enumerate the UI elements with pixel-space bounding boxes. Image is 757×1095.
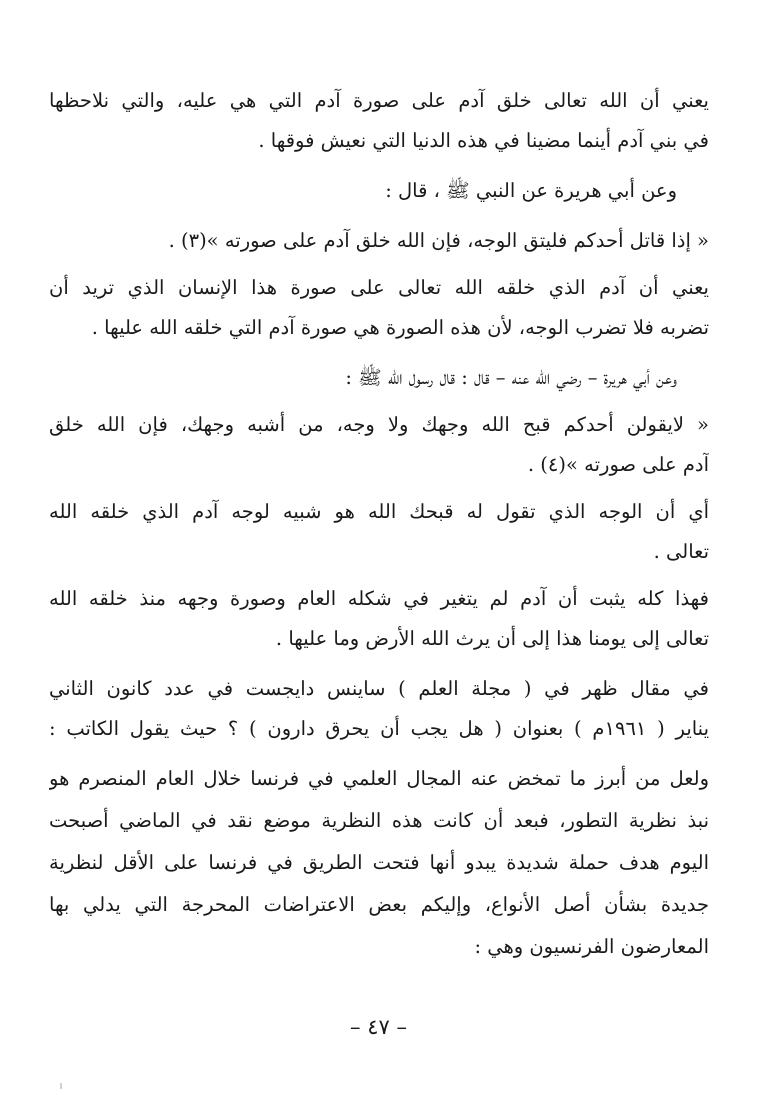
text-line: في مقال ظهر في ( مجلة العلم ) ساينس دايجست في عدد كانون الثاني — [49, 677, 709, 700]
text-line: تضربه فلا تضرب الوجه، لأن هذه الصورة هي صورة آدم التي خلقه الله عليها . — [91, 316, 709, 339]
text-line: في بني آدم أينما مضينا في هذه الدنيا التي نعيش فوقها . — [258, 129, 709, 152]
scan-mark — [60, 1083, 62, 1089]
text-line: « إذا قاتل أحدكم فليتق الوجه، فإن الله خلق آدم على صورته »(٣) . — [168, 229, 709, 252]
text-line: أي أن الوجه الذي تقول له قبحك الله هو شبيه لوجه آدم الذي خلقه الله — [49, 500, 709, 523]
text-line: المعارضون الفرنسيون وهي : — [474, 935, 709, 958]
text-line: وعن أبي هريرة – رضي الله عنه – قال : قال رسول الله ﷺ : — [345, 366, 677, 389]
text-line: وعن أبي هريرة عن النبي ﷺ ، قال : — [385, 179, 677, 202]
text-line: تعالى إلى يومنا هذا إلى أن يرث الله الأرض وما عليها . — [275, 627, 709, 650]
text-line: جديدة بشأن أصل الأنواع، وإليكم بعض الاعتراضات المحرجة التي يدلي بها — [49, 893, 709, 916]
text-line: فهذا كله يثبت أن آدم لم يتغير في شكله العام وصورة وجهه منذ خلقه الله — [49, 587, 709, 610]
text-line: تعالى . — [653, 540, 709, 563]
page-number: – ٤٧ – — [350, 1015, 407, 1039]
text-line: يناير ( ١٩٦١م ) بعنوان ( هل يجب أن يحرق دارون ) ؟ حيث يقول الكاتب : — [49, 717, 709, 740]
text-line: يعني أن آدم الذي خلقه الله تعالى على صورة هذا الإنسان الذي تريد أن — [49, 276, 709, 299]
text-line: اليوم هدف حملة شديدة يبدو أنها فتحت الطريق في فرنسا على الأقل لنظرية — [49, 851, 709, 874]
text-line: « لايقولن أحدكم قبح الله وجهك ولا وجه، من أشبه وجهك، فإن الله خلق — [49, 413, 709, 436]
text-line: ولعل من أبرز ما تمخض عنه المجال العلمي في فرنسا خلال العام المنصرم هو — [49, 767, 709, 790]
text-line: آدم على صورته »(٤) . — [527, 453, 709, 476]
text-line: نبذ نظرية التطور، فبعد أن كانت هذه النظرية موضع نقد في الماضي أصبحت — [49, 809, 709, 832]
text-line: يعني أن الله تعالى خلق آدم على صورة آدم التي هي عليه، والتي نلاحظها — [49, 89, 709, 112]
